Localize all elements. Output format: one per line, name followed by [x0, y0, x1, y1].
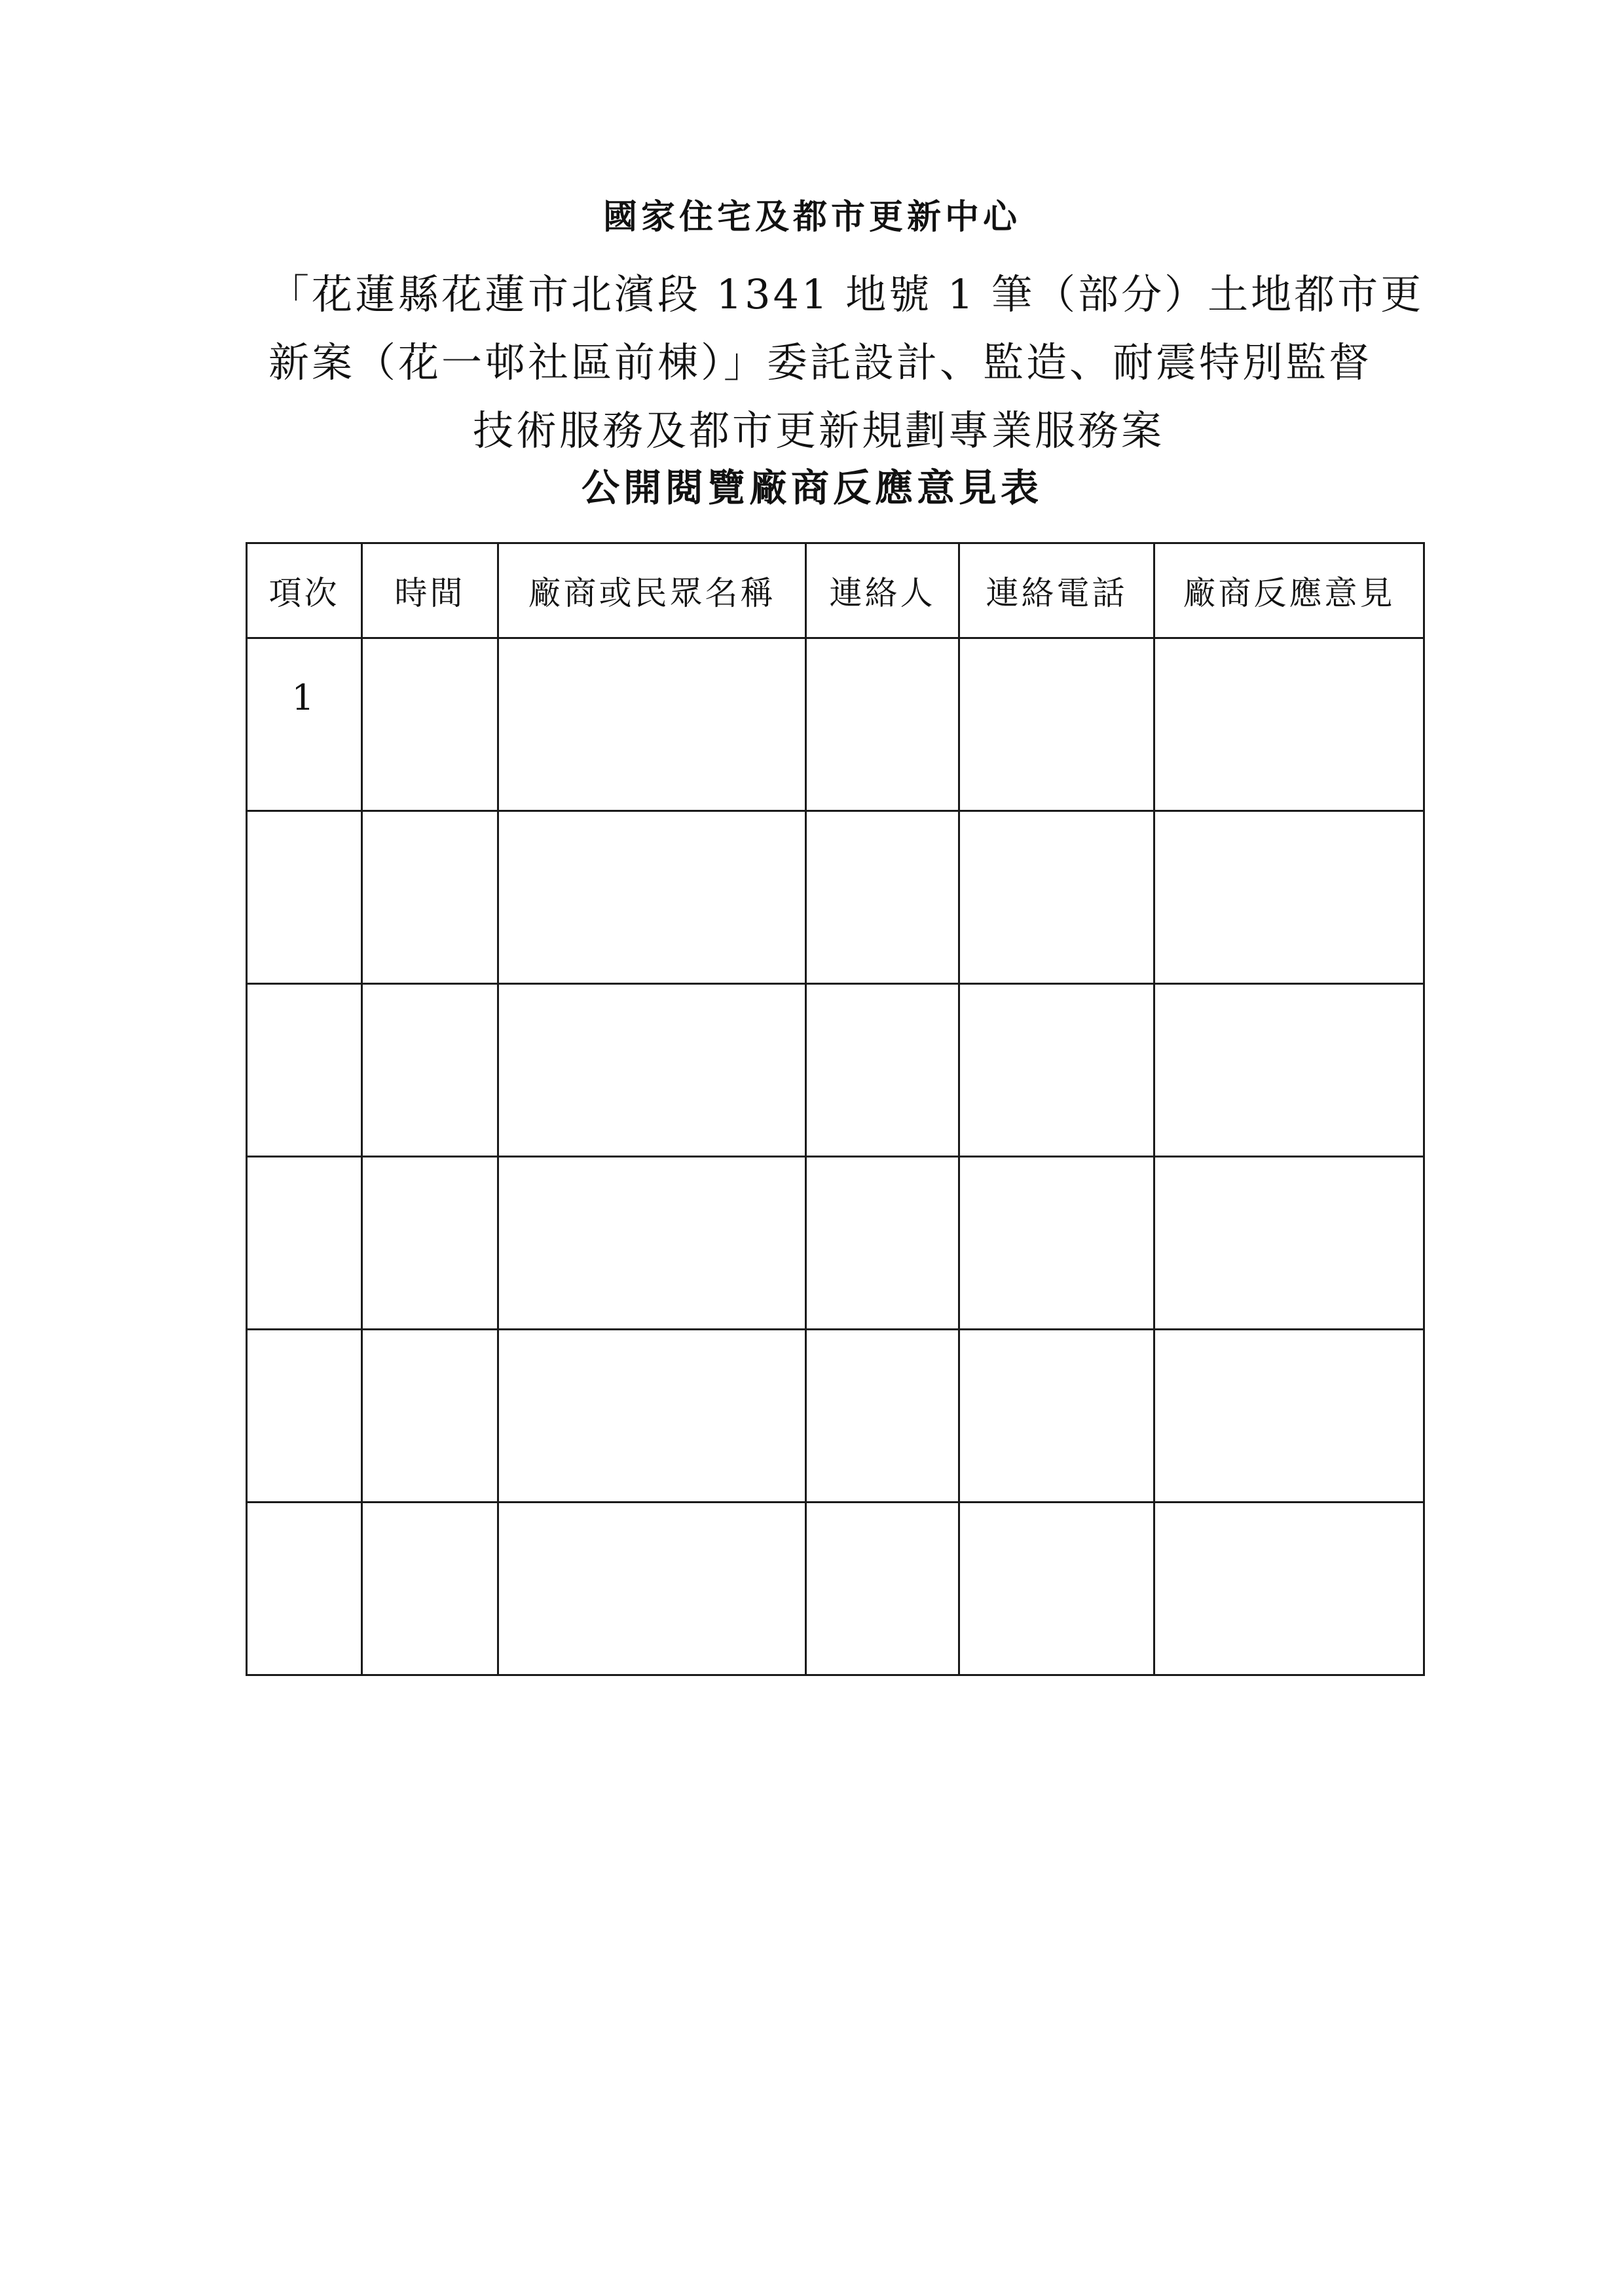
project-title-line-1: 「花蓮縣花蓮市北濱段 1341 地號 1 筆（部分）土地都市更	[268, 270, 1424, 318]
organization-name: 國家住宅及都市更新中心	[602, 197, 1021, 237]
cell-contact-phone	[959, 638, 1154, 811]
cell-feedback	[1154, 638, 1424, 811]
cell-feedback	[1154, 1503, 1424, 1675]
cell-name	[498, 984, 806, 1157]
cell-name	[498, 1503, 806, 1675]
cell-contact-person	[806, 1330, 959, 1503]
table-row	[247, 1157, 1424, 1330]
column-header-name: 廠商或民眾名稱	[498, 543, 806, 638]
cell-time	[362, 984, 498, 1157]
table-row	[247, 811, 1424, 984]
table-row	[247, 984, 1424, 1157]
cell-time	[362, 1157, 498, 1330]
cell-contact-person	[806, 1157, 959, 1330]
column-header-feedback: 廠商反應意見	[1154, 543, 1424, 638]
table-header-row	[247, 543, 1424, 638]
form-title: 公開閱覽廠商反應意見表	[581, 465, 1043, 510]
feedback-table	[246, 542, 1425, 1676]
cell-time	[362, 638, 498, 811]
cell-feedback	[1154, 811, 1424, 984]
table-row	[247, 638, 1424, 811]
cell-feedback	[1154, 1330, 1424, 1503]
cell-time	[362, 1503, 498, 1675]
cell-contact-phone	[959, 984, 1154, 1157]
cell-contact-phone	[959, 1330, 1154, 1503]
cell-contact-phone	[959, 1503, 1154, 1675]
cell-name	[498, 1330, 806, 1503]
cell-name	[498, 811, 806, 984]
cell-item-no	[247, 984, 362, 1157]
column-header-time: 時間	[362, 543, 498, 638]
project-title-line-2: 新案（花一邨社區前棟）」委託設計、監造、耐震特別監督	[268, 338, 1373, 386]
cell-item-no	[247, 811, 362, 984]
table-row	[247, 1503, 1424, 1675]
column-header-contact-person: 連絡人	[806, 543, 959, 638]
cell-contact-person	[806, 1503, 959, 1675]
project-title-line-3: 技術服務及都市更新規劃專業服務案	[472, 407, 1164, 454]
cell-time	[362, 1330, 498, 1503]
cell-item-no: 1	[247, 638, 362, 811]
cell-feedback	[1154, 984, 1424, 1157]
project-title	[249, 261, 1424, 465]
cell-item-no	[247, 1330, 362, 1503]
cell-contact-phone	[959, 811, 1154, 984]
cell-item-no	[247, 1503, 362, 1675]
column-header-item-no: 項次	[247, 543, 362, 638]
cell-name	[498, 638, 806, 811]
cell-contact-person	[806, 638, 959, 811]
cell-time	[362, 811, 498, 984]
column-header-contact-phone: 連絡電話	[959, 543, 1154, 638]
cell-contact-person	[806, 984, 959, 1157]
cell-feedback	[1154, 1157, 1424, 1330]
cell-contact-person	[806, 811, 959, 984]
cell-item-no	[247, 1157, 362, 1330]
cell-contact-phone	[959, 1157, 1154, 1330]
table-row	[247, 1330, 1424, 1503]
cell-name	[498, 1157, 806, 1330]
